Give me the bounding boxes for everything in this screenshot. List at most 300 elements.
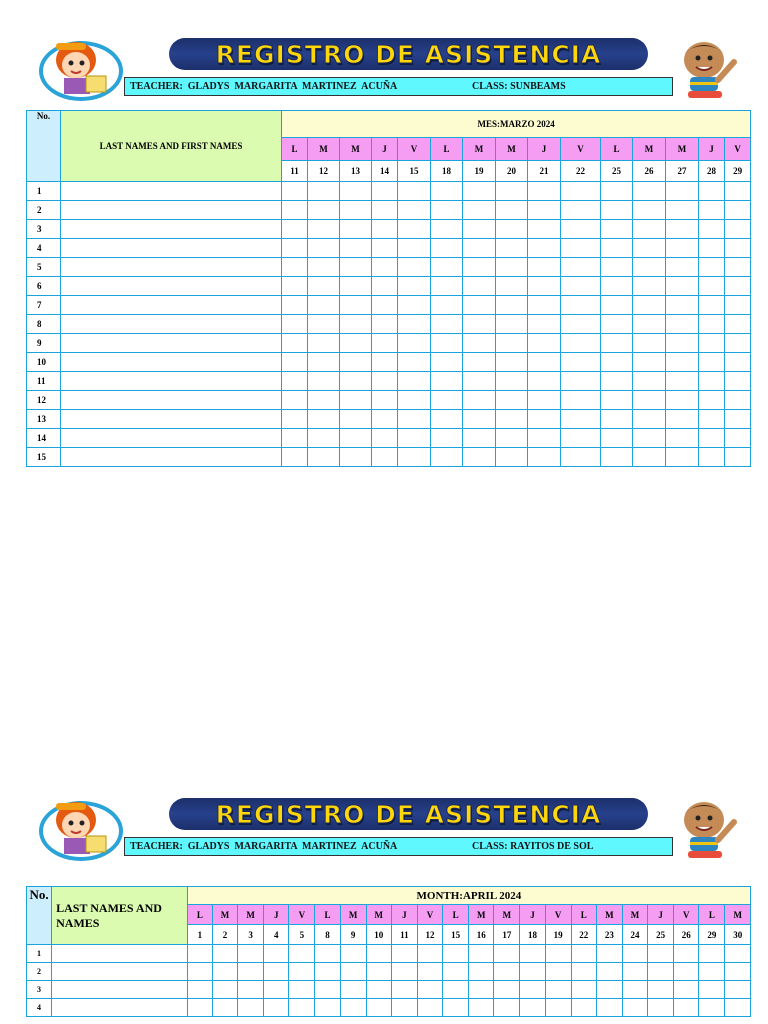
attendance-cell[interactable] <box>372 239 398 258</box>
student-name-cell[interactable] <box>61 258 282 277</box>
attendance-cell[interactable] <box>601 315 633 334</box>
attendance-cell[interactable] <box>372 277 398 296</box>
attendance-cell[interactable] <box>340 999 366 1017</box>
attendance-cell[interactable] <box>372 182 398 201</box>
attendance-cell[interactable] <box>674 999 699 1017</box>
attendance-cell[interactable] <box>528 220 561 239</box>
attendance-cell[interactable] <box>601 201 633 220</box>
attendance-cell[interactable] <box>725 391 751 410</box>
attendance-cell[interactable] <box>528 296 561 315</box>
attendance-cell[interactable] <box>463 334 496 353</box>
attendance-cell[interactable] <box>187 981 212 999</box>
attendance-cell[interactable] <box>496 182 528 201</box>
attendance-cell[interactable] <box>666 239 699 258</box>
attendance-cell[interactable] <box>666 201 699 220</box>
attendance-cell[interactable] <box>601 277 633 296</box>
attendance-cell[interactable] <box>282 239 308 258</box>
attendance-cell[interactable] <box>601 410 633 429</box>
attendance-cell[interactable] <box>601 391 633 410</box>
attendance-cell[interactable] <box>622 963 647 981</box>
attendance-cell[interactable] <box>463 296 496 315</box>
attendance-cell[interactable] <box>699 334 725 353</box>
attendance-cell[interactable] <box>633 239 666 258</box>
attendance-cell[interactable] <box>431 220 463 239</box>
attendance-cell[interactable] <box>666 220 699 239</box>
attendance-cell[interactable] <box>398 429 431 448</box>
attendance-cell[interactable] <box>463 372 496 391</box>
student-name-cell[interactable] <box>61 448 282 467</box>
attendance-cell[interactable] <box>699 391 725 410</box>
attendance-cell[interactable] <box>528 353 561 372</box>
attendance-cell[interactable] <box>431 277 463 296</box>
attendance-cell[interactable] <box>308 448 340 467</box>
attendance-cell[interactable] <box>308 182 340 201</box>
student-name-cell[interactable] <box>61 334 282 353</box>
attendance-cell[interactable] <box>666 182 699 201</box>
attendance-cell[interactable] <box>431 353 463 372</box>
attendance-cell[interactable] <box>308 201 340 220</box>
attendance-cell[interactable] <box>666 410 699 429</box>
attendance-cell[interactable] <box>528 429 561 448</box>
attendance-cell[interactable] <box>443 945 469 963</box>
attendance-cell[interactable] <box>372 353 398 372</box>
attendance-cell[interactable] <box>264 981 289 999</box>
attendance-cell[interactable] <box>725 945 751 963</box>
attendance-cell[interactable] <box>601 220 633 239</box>
student-name-cell[interactable] <box>61 220 282 239</box>
attendance-cell[interactable] <box>187 945 212 963</box>
attendance-cell[interactable] <box>238 981 264 999</box>
attendance-cell[interactable] <box>633 410 666 429</box>
attendance-cell[interactable] <box>340 296 372 315</box>
attendance-cell[interactable] <box>398 239 431 258</box>
attendance-cell[interactable] <box>699 239 725 258</box>
attendance-cell[interactable] <box>699 182 725 201</box>
attendance-cell[interactable] <box>666 372 699 391</box>
attendance-cell[interactable] <box>315 999 340 1017</box>
attendance-cell[interactable] <box>463 315 496 334</box>
attendance-cell[interactable] <box>633 315 666 334</box>
attendance-cell[interactable] <box>496 239 528 258</box>
attendance-cell[interactable] <box>463 182 496 201</box>
attendance-cell[interactable] <box>601 334 633 353</box>
attendance-cell[interactable] <box>340 410 372 429</box>
attendance-cell[interactable] <box>340 981 366 999</box>
attendance-cell[interactable] <box>340 220 372 239</box>
attendance-cell[interactable] <box>633 429 666 448</box>
attendance-cell[interactable] <box>561 353 601 372</box>
attendance-cell[interactable] <box>431 201 463 220</box>
attendance-cell[interactable] <box>282 410 308 429</box>
attendance-cell[interactable] <box>366 963 391 981</box>
attendance-cell[interactable] <box>528 239 561 258</box>
attendance-cell[interactable] <box>601 258 633 277</box>
attendance-cell[interactable] <box>648 981 674 999</box>
attendance-cell[interactable] <box>463 410 496 429</box>
attendance-cell[interactable] <box>187 999 212 1017</box>
attendance-cell[interactable] <box>398 296 431 315</box>
attendance-cell[interactable] <box>282 182 308 201</box>
attendance-cell[interactable] <box>340 277 372 296</box>
attendance-cell[interactable] <box>648 963 674 981</box>
attendance-cell[interactable] <box>666 315 699 334</box>
attendance-cell[interactable] <box>633 353 666 372</box>
attendance-cell[interactable] <box>622 999 647 1017</box>
attendance-cell[interactable] <box>561 315 601 334</box>
attendance-cell[interactable] <box>520 999 545 1017</box>
attendance-cell[interactable] <box>282 258 308 277</box>
attendance-cell[interactable] <box>443 981 469 999</box>
attendance-cell[interactable] <box>398 334 431 353</box>
attendance-cell[interactable] <box>340 315 372 334</box>
attendance-cell[interactable] <box>561 296 601 315</box>
attendance-cell[interactable] <box>494 981 520 999</box>
attendance-cell[interactable] <box>431 448 463 467</box>
attendance-cell[interactable] <box>622 945 647 963</box>
attendance-cell[interactable] <box>561 258 601 277</box>
attendance-cell[interactable] <box>494 963 520 981</box>
attendance-cell[interactable] <box>725 182 751 201</box>
attendance-cell[interactable] <box>633 372 666 391</box>
attendance-cell[interactable] <box>528 410 561 429</box>
attendance-cell[interactable] <box>398 410 431 429</box>
attendance-cell[interactable] <box>463 277 496 296</box>
attendance-cell[interactable] <box>212 945 237 963</box>
attendance-cell[interactable] <box>699 372 725 391</box>
attendance-cell[interactable] <box>289 999 315 1017</box>
attendance-cell[interactable] <box>699 315 725 334</box>
attendance-cell[interactable] <box>725 201 751 220</box>
attendance-cell[interactable] <box>431 429 463 448</box>
attendance-cell[interactable] <box>528 448 561 467</box>
attendance-cell[interactable] <box>431 334 463 353</box>
attendance-cell[interactable] <box>308 429 340 448</box>
attendance-cell[interactable] <box>340 372 372 391</box>
attendance-cell[interactable] <box>496 410 528 429</box>
attendance-cell[interactable] <box>469 963 494 981</box>
attendance-cell[interactable] <box>398 391 431 410</box>
attendance-cell[interactable] <box>398 448 431 467</box>
attendance-cell[interactable] <box>520 963 545 981</box>
attendance-cell[interactable] <box>463 258 496 277</box>
attendance-cell[interactable] <box>561 239 601 258</box>
attendance-cell[interactable] <box>494 945 520 963</box>
attendance-cell[interactable] <box>372 201 398 220</box>
attendance-cell[interactable] <box>725 353 751 372</box>
attendance-cell[interactable] <box>496 391 528 410</box>
attendance-cell[interactable] <box>282 334 308 353</box>
attendance-cell[interactable] <box>561 429 601 448</box>
attendance-cell[interactable] <box>601 353 633 372</box>
attendance-cell[interactable] <box>496 372 528 391</box>
attendance-cell[interactable] <box>601 296 633 315</box>
attendance-cell[interactable] <box>398 258 431 277</box>
attendance-cell[interactable] <box>289 981 315 999</box>
attendance-cell[interactable] <box>308 296 340 315</box>
attendance-cell[interactable] <box>622 981 647 999</box>
attendance-cell[interactable] <box>391 981 417 999</box>
attendance-cell[interactable] <box>340 945 366 963</box>
attendance-cell[interactable] <box>308 239 340 258</box>
attendance-cell[interactable] <box>340 391 372 410</box>
attendance-cell[interactable] <box>596 945 622 963</box>
attendance-cell[interactable] <box>315 981 340 999</box>
attendance-cell[interactable] <box>601 372 633 391</box>
attendance-cell[interactable] <box>431 315 463 334</box>
attendance-cell[interactable] <box>372 391 398 410</box>
attendance-cell[interactable] <box>666 429 699 448</box>
attendance-cell[interactable] <box>340 448 372 467</box>
student-name-cell[interactable] <box>52 981 188 999</box>
attendance-cell[interactable] <box>699 963 725 981</box>
attendance-cell[interactable] <box>633 182 666 201</box>
attendance-cell[interactable] <box>238 945 264 963</box>
attendance-cell[interactable] <box>372 448 398 467</box>
attendance-cell[interactable] <box>545 999 571 1017</box>
attendance-cell[interactable] <box>391 999 417 1017</box>
attendance-cell[interactable] <box>282 391 308 410</box>
attendance-cell[interactable] <box>725 277 751 296</box>
attendance-cell[interactable] <box>212 999 237 1017</box>
attendance-cell[interactable] <box>648 945 674 963</box>
attendance-cell[interactable] <box>699 999 725 1017</box>
attendance-cell[interactable] <box>699 945 725 963</box>
attendance-cell[interactable] <box>528 201 561 220</box>
attendance-cell[interactable] <box>187 963 212 981</box>
student-name-cell[interactable] <box>52 999 188 1017</box>
attendance-cell[interactable] <box>561 334 601 353</box>
attendance-cell[interactable] <box>528 372 561 391</box>
attendance-cell[interactable] <box>725 258 751 277</box>
attendance-cell[interactable] <box>469 999 494 1017</box>
attendance-cell[interactable] <box>469 945 494 963</box>
attendance-cell[interactable] <box>699 981 725 999</box>
attendance-cell[interactable] <box>725 296 751 315</box>
attendance-cell[interactable] <box>494 999 520 1017</box>
attendance-cell[interactable] <box>528 315 561 334</box>
attendance-cell[interactable] <box>238 999 264 1017</box>
attendance-cell[interactable] <box>372 410 398 429</box>
attendance-cell[interactable] <box>463 353 496 372</box>
attendance-cell[interactable] <box>340 201 372 220</box>
attendance-cell[interactable] <box>571 981 596 999</box>
attendance-cell[interactable] <box>596 999 622 1017</box>
attendance-cell[interactable] <box>601 448 633 467</box>
attendance-cell[interactable] <box>308 372 340 391</box>
attendance-cell[interactable] <box>674 945 699 963</box>
attendance-cell[interactable] <box>372 372 398 391</box>
attendance-cell[interactable] <box>725 429 751 448</box>
attendance-cell[interactable] <box>398 315 431 334</box>
attendance-cell[interactable] <box>264 963 289 981</box>
attendance-cell[interactable] <box>463 429 496 448</box>
attendance-cell[interactable] <box>308 391 340 410</box>
attendance-cell[interactable] <box>725 239 751 258</box>
attendance-cell[interactable] <box>315 945 340 963</box>
attendance-cell[interactable] <box>633 220 666 239</box>
student-name-cell[interactable] <box>61 182 282 201</box>
attendance-cell[interactable] <box>561 410 601 429</box>
attendance-cell[interactable] <box>308 410 340 429</box>
attendance-cell[interactable] <box>666 277 699 296</box>
student-name-cell[interactable] <box>61 429 282 448</box>
attendance-cell[interactable] <box>340 429 372 448</box>
student-name-cell[interactable] <box>61 239 282 258</box>
attendance-cell[interactable] <box>725 315 751 334</box>
attendance-cell[interactable] <box>282 277 308 296</box>
attendance-cell[interactable] <box>545 981 571 999</box>
attendance-cell[interactable] <box>431 258 463 277</box>
attendance-cell[interactable] <box>496 334 528 353</box>
attendance-cell[interactable] <box>545 963 571 981</box>
attendance-cell[interactable] <box>340 353 372 372</box>
attendance-cell[interactable] <box>596 981 622 999</box>
attendance-cell[interactable] <box>264 945 289 963</box>
attendance-cell[interactable] <box>372 334 398 353</box>
student-name-cell[interactable] <box>52 945 188 963</box>
attendance-cell[interactable] <box>340 239 372 258</box>
attendance-cell[interactable] <box>308 334 340 353</box>
attendance-cell[interactable] <box>282 201 308 220</box>
attendance-cell[interactable] <box>431 239 463 258</box>
attendance-cell[interactable] <box>666 258 699 277</box>
attendance-cell[interactable] <box>463 239 496 258</box>
attendance-cell[interactable] <box>463 391 496 410</box>
attendance-cell[interactable] <box>391 945 417 963</box>
attendance-cell[interactable] <box>443 999 469 1017</box>
attendance-cell[interactable] <box>398 182 431 201</box>
attendance-cell[interactable] <box>340 182 372 201</box>
attendance-cell[interactable] <box>308 315 340 334</box>
attendance-cell[interactable] <box>372 258 398 277</box>
attendance-cell[interactable] <box>496 201 528 220</box>
student-name-cell[interactable] <box>61 391 282 410</box>
attendance-cell[interactable] <box>308 353 340 372</box>
attendance-cell[interactable] <box>366 999 391 1017</box>
attendance-cell[interactable] <box>340 963 366 981</box>
attendance-cell[interactable] <box>601 182 633 201</box>
attendance-cell[interactable] <box>561 448 601 467</box>
attendance-cell[interactable] <box>633 391 666 410</box>
attendance-cell[interactable] <box>496 448 528 467</box>
attendance-cell[interactable] <box>340 258 372 277</box>
student-name-cell[interactable] <box>61 372 282 391</box>
attendance-cell[interactable] <box>699 410 725 429</box>
attendance-cell[interactable] <box>666 296 699 315</box>
attendance-cell[interactable] <box>601 429 633 448</box>
student-name-cell[interactable] <box>61 201 282 220</box>
attendance-cell[interactable] <box>699 429 725 448</box>
attendance-cell[interactable] <box>571 963 596 981</box>
attendance-cell[interactable] <box>289 945 315 963</box>
attendance-cell[interactable] <box>496 353 528 372</box>
student-name-cell[interactable] <box>52 963 188 981</box>
attendance-cell[interactable] <box>282 448 308 467</box>
attendance-cell[interactable] <box>633 201 666 220</box>
attendance-cell[interactable] <box>264 999 289 1017</box>
attendance-cell[interactable] <box>315 963 340 981</box>
attendance-cell[interactable] <box>666 334 699 353</box>
attendance-cell[interactable] <box>496 429 528 448</box>
attendance-cell[interactable] <box>633 258 666 277</box>
attendance-cell[interactable] <box>282 372 308 391</box>
attendance-cell[interactable] <box>366 945 391 963</box>
attendance-cell[interactable] <box>289 963 315 981</box>
attendance-cell[interactable] <box>417 981 442 999</box>
attendance-cell[interactable] <box>699 277 725 296</box>
attendance-cell[interactable] <box>496 220 528 239</box>
attendance-cell[interactable] <box>417 963 442 981</box>
attendance-cell[interactable] <box>496 315 528 334</box>
attendance-cell[interactable] <box>725 410 751 429</box>
attendance-cell[interactable] <box>699 353 725 372</box>
attendance-cell[interactable] <box>463 448 496 467</box>
attendance-cell[interactable] <box>372 429 398 448</box>
student-name-cell[interactable] <box>61 353 282 372</box>
attendance-cell[interactable] <box>496 258 528 277</box>
attendance-cell[interactable] <box>725 448 751 467</box>
attendance-cell[interactable] <box>520 945 545 963</box>
attendance-cell[interactable] <box>469 981 494 999</box>
attendance-cell[interactable] <box>238 963 264 981</box>
attendance-cell[interactable] <box>596 963 622 981</box>
student-name-cell[interactable] <box>61 410 282 429</box>
attendance-cell[interactable] <box>674 963 699 981</box>
attendance-cell[interactable] <box>633 334 666 353</box>
attendance-cell[interactable] <box>699 296 725 315</box>
attendance-cell[interactable] <box>633 448 666 467</box>
attendance-cell[interactable] <box>633 277 666 296</box>
attendance-cell[interactable] <box>666 353 699 372</box>
attendance-cell[interactable] <box>561 201 601 220</box>
attendance-cell[interactable] <box>666 448 699 467</box>
attendance-cell[interactable] <box>725 999 751 1017</box>
student-name-cell[interactable] <box>61 315 282 334</box>
attendance-cell[interactable] <box>725 334 751 353</box>
attendance-cell[interactable] <box>528 391 561 410</box>
attendance-cell[interactable] <box>443 963 469 981</box>
attendance-cell[interactable] <box>431 391 463 410</box>
attendance-cell[interactable] <box>571 945 596 963</box>
attendance-cell[interactable] <box>528 258 561 277</box>
student-name-cell[interactable] <box>61 277 282 296</box>
attendance-cell[interactable] <box>282 315 308 334</box>
attendance-cell[interactable] <box>212 981 237 999</box>
attendance-cell[interactable] <box>372 220 398 239</box>
attendance-cell[interactable] <box>372 315 398 334</box>
attendance-cell[interactable] <box>398 353 431 372</box>
attendance-cell[interactable] <box>463 201 496 220</box>
attendance-cell[interactable] <box>282 429 308 448</box>
attendance-cell[interactable] <box>398 201 431 220</box>
attendance-cell[interactable] <box>398 277 431 296</box>
attendance-cell[interactable] <box>528 334 561 353</box>
attendance-cell[interactable] <box>725 963 751 981</box>
attendance-cell[interactable] <box>699 258 725 277</box>
attendance-cell[interactable] <box>633 296 666 315</box>
attendance-cell[interactable] <box>431 296 463 315</box>
attendance-cell[interactable] <box>463 220 496 239</box>
attendance-cell[interactable] <box>725 220 751 239</box>
attendance-cell[interactable] <box>561 182 601 201</box>
attendance-cell[interactable] <box>417 999 442 1017</box>
attendance-cell[interactable] <box>398 372 431 391</box>
attendance-cell[interactable] <box>372 296 398 315</box>
attendance-cell[interactable] <box>417 945 442 963</box>
attendance-cell[interactable] <box>528 182 561 201</box>
attendance-cell[interactable] <box>571 999 596 1017</box>
attendance-cell[interactable] <box>391 963 417 981</box>
